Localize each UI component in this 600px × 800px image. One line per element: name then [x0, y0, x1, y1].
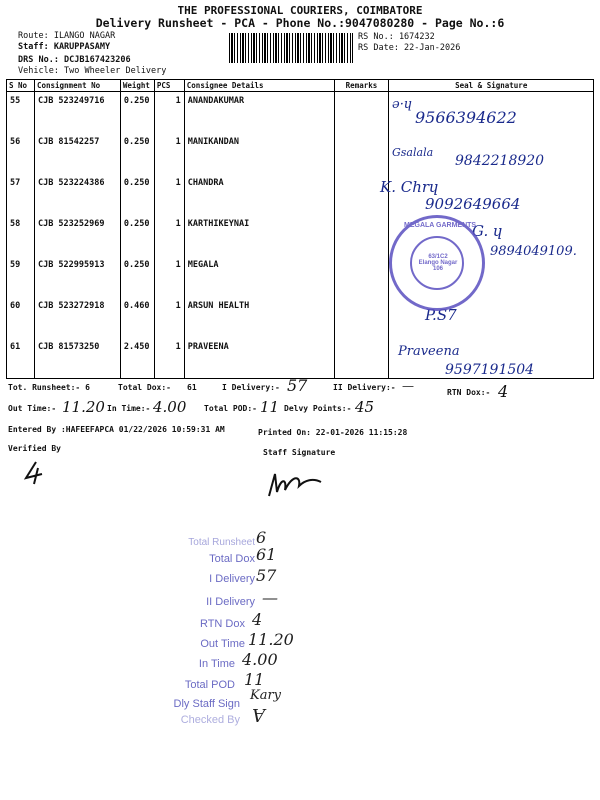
row-remarks: [334, 338, 389, 379]
drs-number: DRS No.: DCJB167423206: [18, 55, 131, 65]
tot-runsheet: Tot. Runsheet:- 6: [8, 383, 90, 392]
row-sno: 61: [7, 338, 35, 379]
row-sno: 56: [7, 133, 35, 174]
company-title: THE PROFESSIONAL COURIERS, COIMBATORE: [177, 4, 423, 17]
delvy-points-value: 45: [355, 398, 375, 416]
stamp-value: 4.00: [242, 650, 278, 669]
row-pcs: 1: [154, 174, 184, 215]
i-delivery-value: 57: [287, 376, 308, 395]
col-consignment: Consignment No: [34, 80, 120, 92]
handwritten-phone-61: 9597191504: [445, 362, 535, 378]
row-sno: 59: [7, 256, 35, 297]
row-pcs: 1: [154, 133, 184, 174]
col-weight: Weight: [120, 80, 154, 92]
row-consignment: CJB 522995913: [34, 256, 120, 297]
row-consignee: ARSUN HEALTH: [184, 297, 334, 338]
rtn-dox-value: 4: [498, 382, 509, 401]
stamp-label: Out Time: [200, 638, 245, 650]
stamp-value: Kary: [250, 688, 282, 703]
col-seal-signature: Seal & Signature: [389, 80, 594, 92]
row-weight: 0.250: [120, 215, 154, 256]
row-consignment: CJB 81573250: [34, 338, 120, 379]
row-pcs: 1: [154, 338, 184, 379]
stamp-value: 6: [256, 528, 267, 547]
row-consignee: PRAVEENA: [184, 338, 334, 379]
stamp-label: Dly Staff Sign: [173, 698, 240, 710]
barcode: [229, 33, 353, 63]
signature-scribble: G. ɥ: [472, 222, 503, 240]
row-consignment: CJB 81542257: [34, 133, 120, 174]
stamp-value: 57: [256, 566, 277, 585]
staff-signature-label: Staff Signature: [263, 448, 336, 457]
handwritten-phone-57: 9092649664: [425, 195, 521, 213]
row-remarks: [334, 297, 389, 338]
row-weight: 0.250: [120, 133, 154, 174]
route-label: Route: ILANGO NAGAR: [18, 31, 116, 41]
stamp-label: I Delivery: [209, 573, 255, 585]
verifier-signature-scribble: [20, 460, 50, 486]
row-weight: 0.250: [120, 256, 154, 297]
col-consignee: Consignee Details: [184, 80, 334, 92]
vehicle-label: Vehicle: Two Wheeler Delivery: [18, 66, 167, 76]
handwritten-phone-55: 9566394622: [415, 108, 517, 127]
staff-signature-scribble: [265, 468, 325, 502]
row-weight: 2.450: [120, 338, 154, 379]
row-pcs: 1: [154, 92, 184, 133]
row-weight: 0.250: [120, 174, 154, 215]
row-consignment: CJB 523272918: [34, 297, 120, 338]
stamp-value: —: [262, 588, 278, 607]
total-dox-label: Total Dox:-: [118, 383, 171, 392]
i-delivery-label: I Delivery:-: [222, 383, 280, 392]
out-time-value: 11.20: [62, 398, 105, 416]
signature-scribble: ə·ɥ: [392, 97, 413, 112]
row-consignee: MANIKANDAN: [184, 133, 334, 174]
handwritten-name-61: Praveena: [398, 344, 460, 359]
row-pcs: 1: [154, 297, 184, 338]
row-remarks: [334, 92, 389, 133]
total-dox-value: 61: [187, 383, 197, 392]
row-remarks: [334, 133, 389, 174]
stamp-label: RTN Dox: [199, 618, 245, 630]
entered-by: Entered By :HAFEEFAPCA 01/22/2026 10:59:31 AM: [8, 425, 225, 434]
stamp-label: Total POD: [184, 679, 235, 691]
row-pcs: 1: [154, 256, 184, 297]
row-pcs: 1: [154, 215, 184, 256]
row-consignment: CJB 523252969: [34, 215, 120, 256]
stamp-value: Ɐ: [252, 706, 265, 727]
seal-outer-text: MEGALA GARMENTS: [404, 222, 477, 229]
stamp-label: Checked By: [180, 714, 240, 726]
company-seal-stamp: [389, 215, 485, 311]
rs-number: RS No.: 1674232: [358, 32, 435, 42]
total-pod-label: Total POD:-: [204, 404, 257, 413]
ii-delivery-label: II Delivery:-: [333, 383, 396, 392]
col-pcs: PCS: [154, 80, 184, 92]
staff-label: Staff: KARUPPASAMY: [18, 42, 111, 52]
in-time-label: In Time:-: [107, 404, 151, 413]
out-time-label: Out Time:-: [8, 404, 57, 413]
row-consignee: CHANDRA: [184, 174, 334, 215]
seal-inner-text: 63/1C2 Elango Nagar 106: [418, 254, 458, 272]
table-row: [7, 297, 594, 338]
rs-date: RS Date: 22-Jan-2026: [358, 43, 461, 53]
stamp-label: Total Dox: [209, 553, 255, 565]
row-remarks: [334, 256, 389, 297]
stamp-value: 4: [252, 610, 263, 629]
stamp-label: In Time: [198, 658, 235, 670]
row-consignee: ANANDAKUMAR: [184, 92, 334, 133]
ii-delivery-value: —: [402, 379, 414, 393]
row-sno: 58: [7, 215, 35, 256]
runsheet-subtitle: Delivery Runsheet - PCA - Phone No.:9047080280 - Page No.:6: [95, 16, 505, 30]
stamp-value: 11.20: [248, 630, 294, 649]
row-sno: 55: [7, 92, 35, 133]
total-pod-value: 11: [260, 398, 280, 416]
signature-scribble: Gsalala: [392, 146, 434, 159]
delvy-points-label: Delvy Points:-: [284, 404, 352, 413]
handwritten-phone-58: 9894049109.: [490, 244, 577, 259]
verified-by-label: Verified By: [8, 444, 61, 453]
printed-on: Printed On: 22-01-2026 11:15:28: [258, 428, 408, 437]
stamp-label: II Delivery: [206, 596, 255, 608]
table-row: [7, 256, 594, 297]
rtn-dox-label: RTN Dox:-: [447, 388, 491, 397]
row-consignment: CJB 523224386: [34, 174, 120, 215]
handwritten-phone-56: 9842218920: [455, 153, 545, 169]
stamp-value: 61: [256, 545, 277, 564]
in-time-value: 4.00: [153, 398, 187, 416]
row-consignment: CJB 523249716: [34, 92, 120, 133]
col-remarks: Remarks: [334, 80, 389, 92]
row-consignee: MEGALA: [184, 256, 334, 297]
row-remarks: [334, 215, 389, 256]
row-sno: 60: [7, 297, 35, 338]
signature-scribble: K. Chrɥ: [380, 178, 439, 196]
row-weight: 0.460: [120, 297, 154, 338]
stamp-label: Total Runsheet: [188, 537, 255, 548]
handwritten-signature-60: P.S7: [425, 306, 457, 324]
row-sno: 57: [7, 174, 35, 215]
table-header-row: [7, 80, 594, 92]
col-sno: S No: [7, 80, 35, 92]
row-consignee: KARTHIKEYNAI: [184, 215, 334, 256]
stamp-value: 11: [244, 670, 265, 689]
row-weight: 0.250: [120, 92, 154, 133]
